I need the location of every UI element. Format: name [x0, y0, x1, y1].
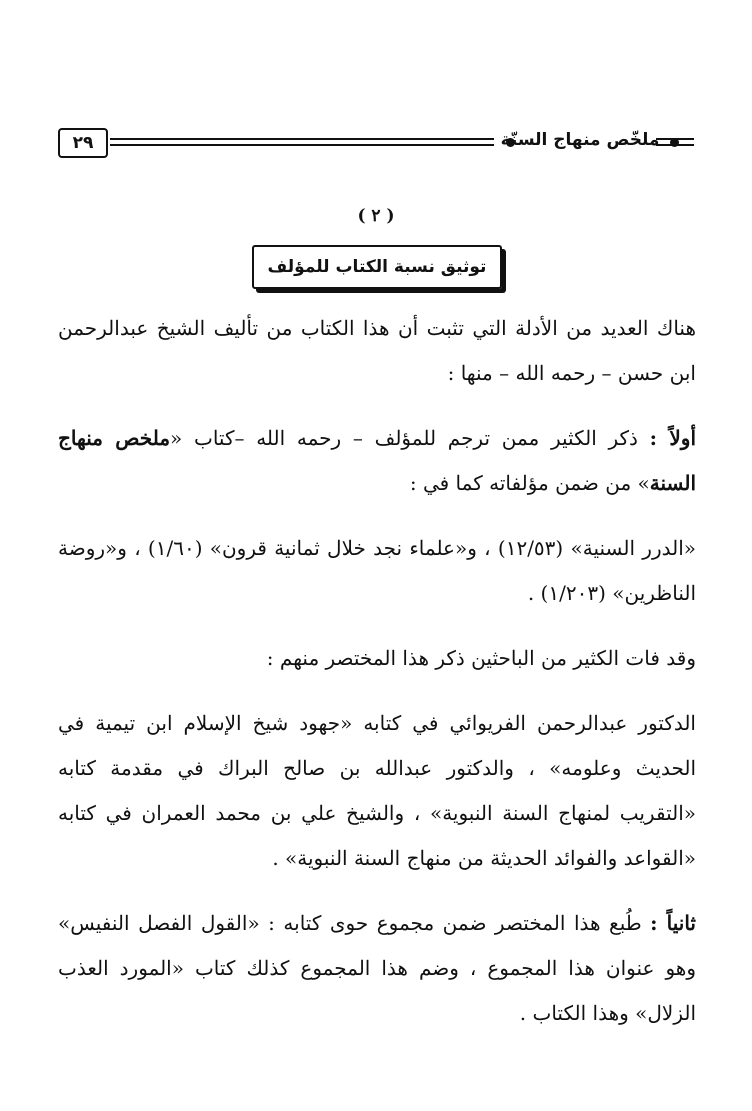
header-rule-left — [110, 138, 494, 140]
paragraph-sources: «الدرر السنية» (١٢/٥٣) ، و«علماء نجد خلال ثمانية قرون» (١/٦٠) ، و«روضة الناظرين» (١/٢٠٣) . — [58, 536, 696, 605]
body-text — [58, 306, 696, 1056]
second-text: طُبع هذا المختصر ضمن مجموع حوى كتابه : «القول الفصل النفيس» وهو عنوان هذا المجموع ، وضم هذا المجموع كذلك كتاب «المورد العذب الزلال» وهذا الكتاب . — [58, 911, 696, 1025]
section-title: توثيق نسبة الكتاب للمؤلف — [252, 245, 502, 289]
paragraph-omission: وقد فات الكثير من الباحثين ذكر هذا المختصر منهم : — [266, 646, 696, 670]
first-text: ذكر الكثير ممن ترجم للمؤلف – رحمه الله –كتاب « — [170, 426, 650, 450]
header-rule-right — [656, 138, 694, 140]
paragraph-second-evidence — [58, 901, 696, 1036]
second-lead: ثانياً : — [650, 911, 696, 935]
paragraph-researchers: الدكتور عبدالرحمن الفريوائي في كتابه «جهود شيخ الإسلام ابن تيمية في الحديث وعلومه» ، والدكتور عبدالله بن صالح البراك في مقدمة كتابه «التقريب لمنهاج السنة النبوية» ، والشيخ علي بن محمد العمران في كتابه «القواعد والفوائد الحديثة من منهاج السنة النبوية» . — [58, 711, 696, 870]
paragraph-intro: هناك العديد من الأدلة التي تثبت أن هذا الكتاب من تأليف الشيخ عبدالرحمن ابن حسن – رحمه الله – منها : — [58, 316, 696, 385]
first-text-2: » من ضمن مؤلفاته كما في : — [409, 471, 650, 495]
book-title: ملخص منهاج السنة — [58, 426, 696, 495]
header-rule-left-2 — [110, 144, 494, 146]
paragraph-first-evidence — [58, 416, 696, 506]
first-lead: أولاً : — [649, 426, 696, 450]
page-number: ٢٩ — [58, 128, 108, 158]
running-title: ملخّص منهاج السنّة — [500, 130, 660, 150]
header-rule-right-2 — [656, 144, 694, 146]
chapter-number: ( ٢ ) — [357, 206, 395, 226]
running-header — [58, 128, 694, 168]
